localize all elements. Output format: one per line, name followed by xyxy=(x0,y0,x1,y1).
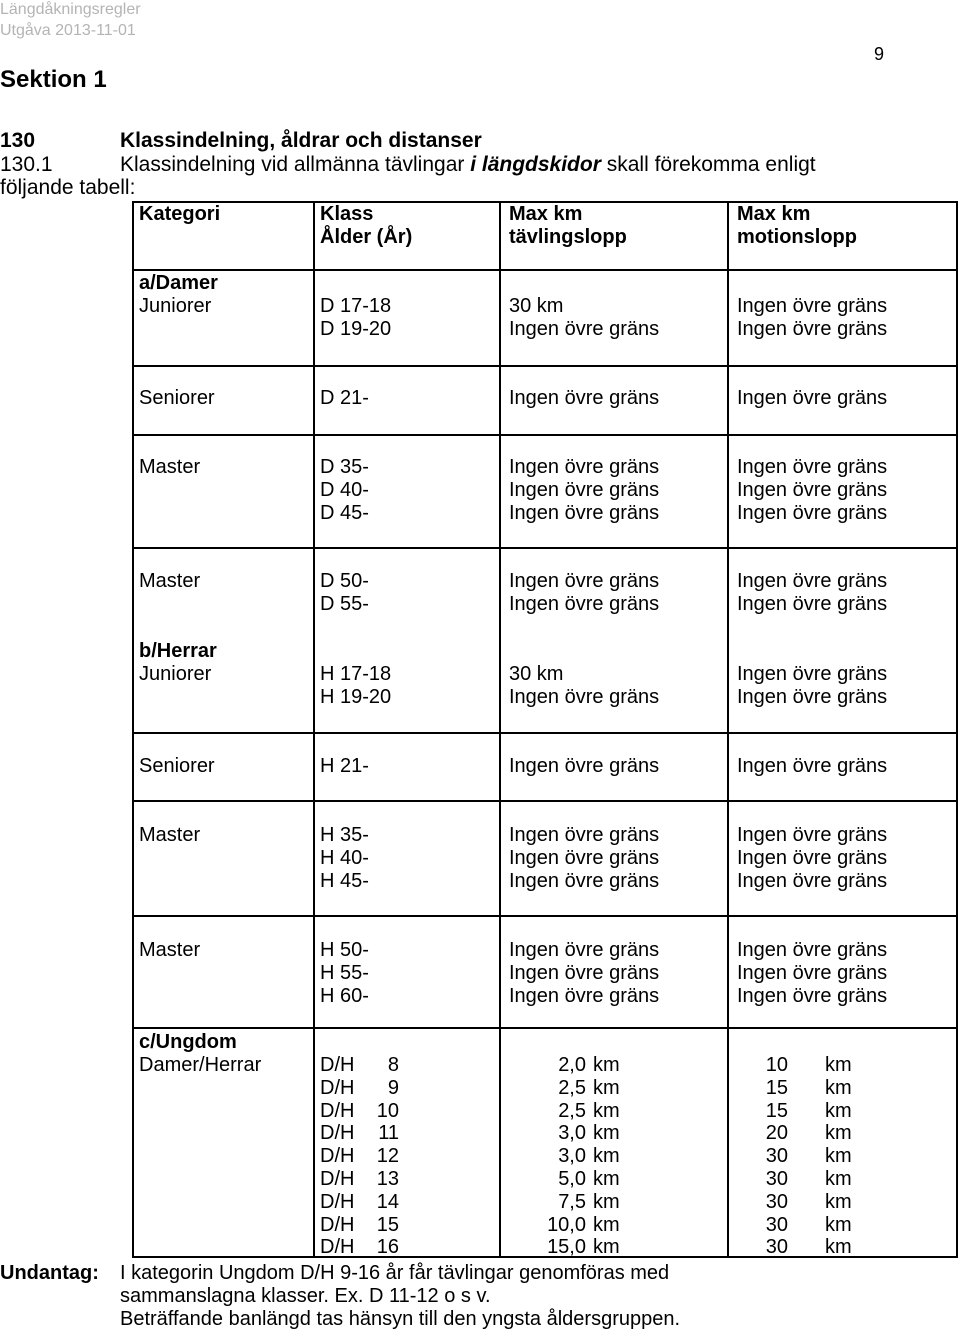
rule-number: 130 xyxy=(0,129,36,152)
ungdom-exercise-unit: km xyxy=(825,1168,852,1190)
row-divider xyxy=(132,800,958,802)
exception-line-3: Beträffande banlängd tas hänsyn till den yngsta åldersgruppen. xyxy=(120,1308,681,1330)
group-ungdom: c/Ungdom xyxy=(139,1031,237,1053)
ungdom-class-prefix: D/H xyxy=(320,1168,355,1190)
group-herrar: b/Herrar xyxy=(139,640,217,662)
race-cell xyxy=(509,570,659,616)
class-value: H 55- xyxy=(320,962,369,984)
race-value: Ingen övre gräns xyxy=(509,593,660,615)
row-divider xyxy=(132,732,958,734)
edition-date: Utgåva 2013-11-01 xyxy=(0,22,136,39)
header-max-km: Max km xyxy=(509,203,583,225)
row-divider xyxy=(132,1027,958,1029)
ungdom-exercise-unit: km xyxy=(825,1054,852,1076)
ungdom-race-unit: km xyxy=(593,1191,620,1213)
page-number: 9 xyxy=(874,44,885,64)
rule-text-emphasis: i längdskidor xyxy=(470,153,601,176)
exercise-cell xyxy=(737,939,887,1008)
ungdom-exercise-unit: km xyxy=(825,1145,852,1167)
ungdom-class-prefix: D/H xyxy=(320,1100,355,1122)
exception-label: Undantag: xyxy=(0,1262,99,1284)
class-value: D 50- xyxy=(320,570,369,592)
ungdom-age: 8 xyxy=(387,1054,399,1076)
header-klass-label: Klass xyxy=(320,203,374,225)
ungdom-exercise-value: 30 xyxy=(765,1191,788,1213)
header-tavling: tävlingslopp xyxy=(509,226,627,248)
exercise-cell xyxy=(737,295,887,341)
class-cell xyxy=(320,824,369,893)
class-value: H 17-18 xyxy=(320,663,392,685)
ungdom-age: 9 xyxy=(387,1077,399,1099)
ungdom-exercise-unit: km xyxy=(825,1191,852,1213)
ungdom-class-prefix: D/H xyxy=(320,1122,355,1144)
group-damer: a/Damer xyxy=(139,272,218,294)
exercise-value: Ingen övre gräns xyxy=(737,686,888,708)
exercise-cell xyxy=(737,663,887,709)
ungdom-age: 14 xyxy=(376,1191,399,1213)
class-value: H 35- xyxy=(320,824,369,846)
class-value: D 17-18 xyxy=(320,295,392,317)
race-value: Ingen övre gräns xyxy=(509,962,660,984)
race-value: Ingen övre gräns xyxy=(509,870,660,892)
ungdom-age: 11 xyxy=(378,1122,399,1144)
class-value: D 19-20 xyxy=(320,318,392,340)
race-value: Ingen övre gräns xyxy=(509,502,660,524)
header-klass xyxy=(320,203,412,249)
ungdom-exercise-unit: km xyxy=(825,1077,852,1099)
ungdom-age: 15 xyxy=(376,1214,399,1236)
race-cell xyxy=(509,824,659,893)
ungdom-race-value: 2,5 xyxy=(558,1077,586,1099)
exercise-cell xyxy=(737,456,887,525)
exercise-value: Ingen övre gräns xyxy=(737,663,888,685)
ungdom-race-value: 7,5 xyxy=(558,1191,586,1213)
ungdom-race-unit: km xyxy=(593,1077,620,1099)
header-race-distance xyxy=(509,203,627,249)
header-kategori: Kategori xyxy=(139,203,221,225)
category-cell: Seniorer xyxy=(139,387,215,409)
row-divider xyxy=(132,365,958,367)
exception-line-1: I kategorin Ungdom D/H 9-16 år får tävlingar genomföras med xyxy=(120,1262,670,1284)
exercise-value: Ingen övre gräns xyxy=(737,593,888,615)
ungdom-race-unit: km xyxy=(593,1100,620,1122)
category-cell: Seniorer xyxy=(139,755,215,777)
ungdom-race-value: 10,0 xyxy=(547,1214,586,1236)
category-cell: Master xyxy=(139,456,201,478)
ungdom-exercise-value: 30 xyxy=(765,1236,788,1258)
exercise-value: Ingen övre gräns xyxy=(737,295,888,317)
race-value: Ingen övre gräns xyxy=(509,456,660,478)
exercise-value: Ingen övre gräns xyxy=(737,456,888,478)
category-cell: Damer/Herrar xyxy=(139,1054,262,1076)
race-value: Ingen övre gräns xyxy=(509,985,660,1007)
exercise-cell xyxy=(737,824,887,893)
column-divider xyxy=(313,201,315,1258)
class-cell xyxy=(320,456,369,525)
ungdom-race-value: 5,0 xyxy=(558,1168,586,1190)
ungdom-class-prefix: D/H xyxy=(320,1145,355,1167)
class-cell xyxy=(320,663,391,709)
header-motion: motionslopp xyxy=(737,226,857,248)
exercise-value: Ingen övre gräns xyxy=(737,755,888,777)
rule-text xyxy=(120,153,816,177)
ungdom-exercise-value: 15 xyxy=(765,1100,788,1122)
column-divider xyxy=(727,201,729,1258)
ungdom-age: 13 xyxy=(376,1168,399,1190)
exercise-value: Ingen övre gräns xyxy=(737,870,888,892)
class-value: H 60- xyxy=(320,985,369,1007)
race-value: Ingen övre gräns xyxy=(509,824,660,846)
document-title: Längdåkningsregler xyxy=(0,1,141,18)
class-value: D 45- xyxy=(320,502,369,524)
rule-text-line2: följande tabell: xyxy=(0,176,136,199)
exercise-value: Ingen övre gräns xyxy=(737,387,888,409)
ungdom-race-value: 2,0 xyxy=(558,1054,586,1076)
header-alder-label: Ålder (År) xyxy=(320,226,413,248)
race-value: Ingen övre gräns xyxy=(509,387,660,409)
ungdom-class-prefix: D/H xyxy=(320,1191,355,1213)
class-value: H 21- xyxy=(320,755,369,777)
ungdom-class-prefix: D/H xyxy=(320,1054,355,1076)
class-cell xyxy=(320,570,369,616)
ungdom-exercise-value: 30 xyxy=(765,1214,788,1236)
class-value: H 19-20 xyxy=(320,686,392,708)
ungdom-race-unit: km xyxy=(593,1145,620,1167)
race-value: Ingen övre gräns xyxy=(509,755,660,777)
exercise-value: Ingen övre gräns xyxy=(737,962,888,984)
ungdom-age: 16 xyxy=(376,1236,399,1258)
class-value: D 21- xyxy=(320,387,369,409)
race-cell xyxy=(509,295,659,341)
row-divider xyxy=(132,434,958,436)
ungdom-class-prefix: D/H xyxy=(320,1214,355,1236)
ungdom-race-value: 3,0 xyxy=(558,1145,586,1167)
ungdom-exercise-unit: km xyxy=(825,1100,852,1122)
exercise-value: Ingen övre gräns xyxy=(737,502,888,524)
category-cell: Master xyxy=(139,939,201,961)
ungdom-race-unit: km xyxy=(593,1054,620,1076)
ungdom-age: 10 xyxy=(376,1100,399,1122)
race-value: 30 km xyxy=(509,663,564,685)
ungdom-race-value: 2,5 xyxy=(558,1100,586,1122)
ungdom-race-unit: km xyxy=(593,1168,620,1190)
ungdom-race-unit: km xyxy=(593,1236,620,1258)
exercise-value: Ingen övre gräns xyxy=(737,985,888,1007)
exercise-value: Ingen övre gräns xyxy=(737,939,888,961)
rule-text-before: Klassindelning vid allmänna tävlingar xyxy=(120,153,471,176)
ungdom-race-value: 3,0 xyxy=(558,1122,586,1144)
exercise-cell xyxy=(737,570,887,616)
race-cell xyxy=(509,456,659,525)
category-cell: Juniorer xyxy=(139,663,212,685)
class-value: D 55- xyxy=(320,593,369,615)
row-divider xyxy=(132,547,958,549)
exercise-value: Ingen övre gräns xyxy=(737,479,888,501)
class-value: D 40- xyxy=(320,479,369,501)
class-cell xyxy=(320,939,369,1008)
ungdom-exercise-value: 15 xyxy=(765,1077,788,1099)
ungdom-race-unit: km xyxy=(593,1214,620,1236)
category-cell: Juniorer xyxy=(139,295,212,317)
exception-line-2: sammanslagna klasser. Ex. D 11-12 o s v. xyxy=(120,1285,491,1307)
ungdom-exercise-unit: km xyxy=(825,1236,852,1258)
column-divider xyxy=(499,201,501,1258)
race-value: 30 km xyxy=(509,295,564,317)
ungdom-race-unit: km xyxy=(593,1122,620,1144)
race-cell xyxy=(509,663,659,709)
race-value: Ingen övre gräns xyxy=(509,686,660,708)
class-value: H 40- xyxy=(320,847,369,869)
rule-title: Klassindelning, åldrar och distanser xyxy=(120,129,482,152)
class-value: H 45- xyxy=(320,870,369,892)
exercise-value: Ingen övre gräns xyxy=(737,824,888,846)
sub-rule-number: 130.1 xyxy=(0,153,53,176)
class-value: H 50- xyxy=(320,939,369,961)
ungdom-exercise-unit: km xyxy=(825,1214,852,1236)
ungdom-class-prefix: D/H xyxy=(320,1077,355,1099)
ungdom-race-value: 15,0 xyxy=(547,1236,586,1258)
header-max-km-2: Max km xyxy=(737,203,811,225)
race-value: Ingen övre gräns xyxy=(509,939,660,961)
exercise-value: Ingen övre gräns xyxy=(737,570,888,592)
class-value: D 35- xyxy=(320,456,369,478)
ungdom-exercise-value: 30 xyxy=(765,1145,788,1167)
ungdom-exercise-value: 20 xyxy=(765,1122,788,1144)
race-value: Ingen övre gräns xyxy=(509,847,660,869)
ungdom-exercise-value: 10 xyxy=(765,1054,788,1076)
rule-text-after: skall förekomma enligt xyxy=(600,153,816,176)
ungdom-class-prefix: D/H xyxy=(320,1236,355,1258)
class-cell xyxy=(320,295,391,341)
race-value: Ingen övre gräns xyxy=(509,318,660,340)
section-title: Sektion 1 xyxy=(0,66,107,93)
exercise-value: Ingen övre gräns xyxy=(737,847,888,869)
category-cell: Master xyxy=(139,824,201,846)
race-value: Ingen övre gräns xyxy=(509,479,660,501)
ungdom-exercise-value: 30 xyxy=(765,1168,788,1190)
ungdom-age: 12 xyxy=(376,1145,399,1167)
row-divider xyxy=(132,269,958,271)
exercise-value: Ingen övre gräns xyxy=(737,318,888,340)
header-exercise-distance xyxy=(737,203,857,249)
race-value: Ingen övre gräns xyxy=(509,570,660,592)
category-cell: Master xyxy=(139,570,201,592)
race-cell xyxy=(509,939,659,1008)
row-divider xyxy=(132,915,958,917)
ungdom-exercise-unit: km xyxy=(825,1122,852,1144)
